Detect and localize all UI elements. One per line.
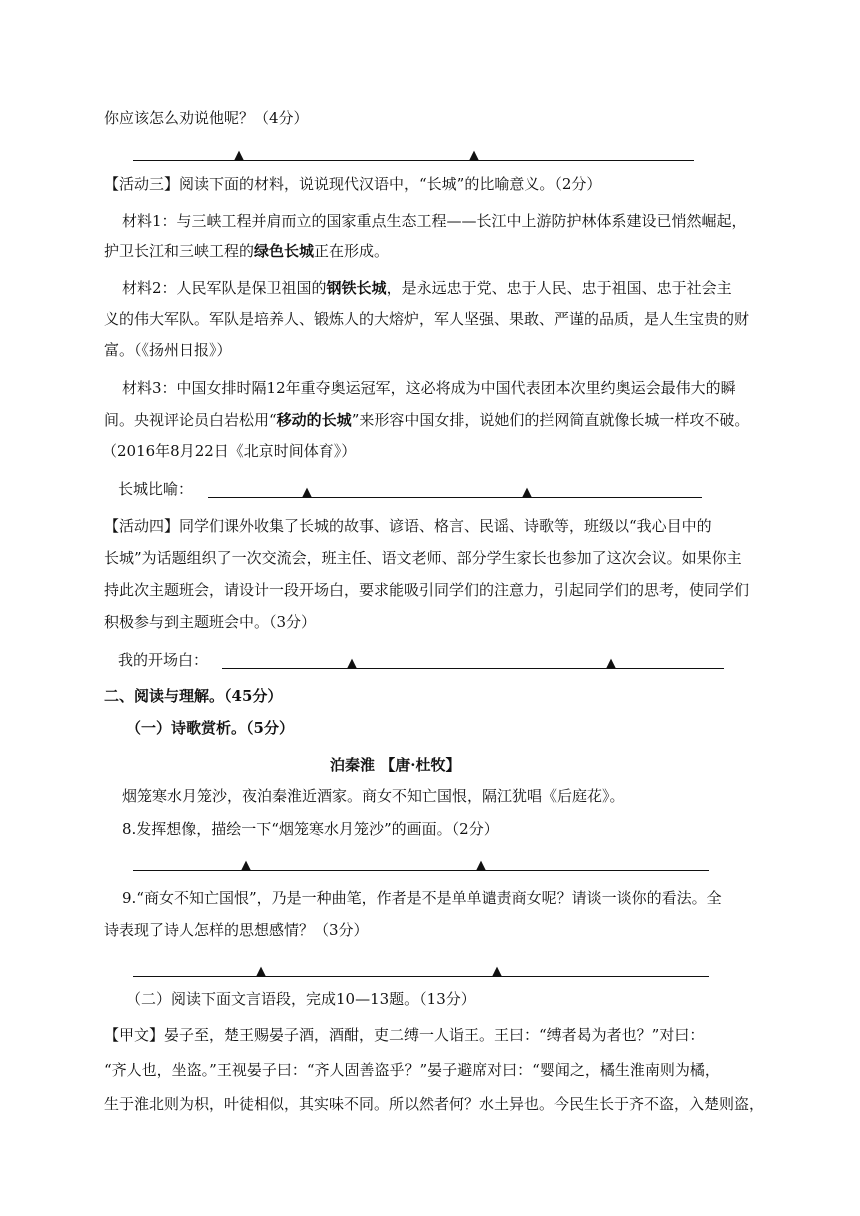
material-1-line — [104, 241, 389, 261]
section-heading: 二、阅读与理解。（45分） — [104, 687, 283, 705]
text: 正在形成。 — [314, 242, 390, 260]
subsection-heading: （一）诗歌赏析。（5分） — [126, 719, 294, 737]
question-9: 诗表现了诗人怎样的思想感情？（3分） — [104, 921, 369, 939]
text: 材料1：与三峡工程并肩而立的国家重点生态工程——长江中上游防护林体系建设已悄然崛起， — [122, 212, 747, 230]
metaphor-answer-line[interactable] — [208, 478, 702, 498]
question-8: 8.发挥想像，描绘一下“烟笼寒水月笼沙”的画面。（2分） — [122, 820, 499, 838]
poem-title: 泊秦淮 【唐·杜牧】 — [330, 756, 461, 774]
q9-answer-line[interactable] — [133, 957, 709, 977]
bold-term: 绿色长城 — [254, 242, 315, 260]
triangle-marker-icon: ▲ — [469, 148, 479, 163]
opening-answer-line[interactable] — [222, 649, 724, 669]
activity-3-prompt: 【活动三】阅读下面的材料，说说现代汉语中，“长城”的比喻意义。（2分） — [104, 175, 602, 193]
answer-line[interactable] — [133, 141, 694, 161]
triangle-marker-icon: ▲ — [302, 485, 312, 500]
text: 材料2：人民军队是保卫祖国的 — [122, 279, 327, 297]
triangle-marker-icon: ▲ — [234, 148, 244, 163]
q8-answer-line[interactable] — [133, 851, 709, 871]
triangle-marker-icon: ▲ — [476, 858, 486, 873]
material-3-source: （2016年8月22日《北京时间体育》） — [102, 442, 357, 460]
poem-text: 烟笼寒水月笼沙，夜泊秦淮近酒家。商女不知亡国恨，隔江犹唱《后庭花》。 — [122, 787, 625, 805]
text: 间。央视评论员白岩松用“ — [104, 411, 277, 429]
activity-4-prompt: 积极参与到主题班会中。（3分） — [104, 613, 317, 631]
subsection-heading: （二）阅读下面文言语段，完成10—13题。（13分） — [126, 990, 476, 1008]
underline — [133, 160, 694, 161]
triangle-marker-icon: ▲ — [492, 964, 502, 979]
underline — [133, 870, 709, 871]
material-1-line — [122, 211, 747, 231]
metaphor-label: 长城比喻： — [118, 480, 194, 498]
underline — [208, 497, 702, 498]
activity-4-prompt: 【活动四】同学们课外收集了长城的故事、谚语、格言、民谣、诗歌等，班级以“我心目中的 — [104, 517, 712, 535]
classical-text-line: 【甲文】晏子至，楚王赐晏子酒，酒酣，吏二缚一人诣王。王曰：“缚者曷为者也？”对曰： — [104, 1026, 705, 1044]
material-2-line: 义的伟大军队。军队是培养人、锻炼人的大熔炉，军人坚强、果敢、严谨的品质，是人生宝贵的财 — [104, 310, 750, 328]
bold-term: 移动的长城 — [276, 411, 352, 429]
triangle-marker-icon: ▲ — [606, 656, 616, 671]
activity-4-prompt: 持此次主题班会，请设计一段开场白，要求能吸引同学们的注意力，引起同学们的思考，使同学们 — [104, 581, 750, 599]
underline — [222, 668, 724, 669]
triangle-marker-icon: ▲ — [241, 858, 251, 873]
opening-label: 我的开场白： — [118, 651, 209, 669]
question-9: 9.“商女不知亡国恨”，乃是一种曲笔，作者是不是单单谴责商女呢？请谈一谈你的看法。全 — [122, 889, 722, 907]
text: 护卫长江和三峡工程的 — [104, 242, 255, 260]
material-2-line: 富。（《扬州日报》） — [104, 341, 232, 359]
classical-text-line: 生于淮北则为枳，叶徒相似，其实味不同。所以然者何？水土异也。今民生长于齐不盗，入楚则盗， — [104, 1095, 765, 1113]
bold-term: 钢铁长城 — [326, 279, 387, 297]
material-2-line — [122, 278, 732, 298]
triangle-marker-icon: ▲ — [347, 656, 357, 671]
triangle-marker-icon: ▲ — [256, 964, 266, 979]
material-3-line: 材料3：中国女排时隔12年重夺奥运冠军，这必将成为中国代表团本次里约奥运会最伟大的瞬 — [122, 379, 736, 397]
text: ，是永远忠于党、忠于人民、忠于祖国、忠于社会主 — [386, 279, 732, 297]
classical-text-line: “齐人也，坐盗。”王视晏子曰：“齐人固善盗乎？”晏子避席对曰：“婴闻之，橘生淮南则为橘， — [104, 1061, 720, 1079]
triangle-marker-icon: ▲ — [522, 485, 532, 500]
activity-4-prompt: 长城”为话题组织了一次交流会，班主任、语文老师、部分学生家长也参加了这次会议。如果你主 — [104, 549, 742, 567]
material-3-line — [104, 410, 749, 430]
text-line: 你应该怎么劝说他呢？（4分） — [104, 109, 309, 127]
text: ”来形容中国女排，说她们的拦网简直就像长城一样攻不破。 — [351, 411, 750, 429]
underline — [133, 976, 709, 977]
